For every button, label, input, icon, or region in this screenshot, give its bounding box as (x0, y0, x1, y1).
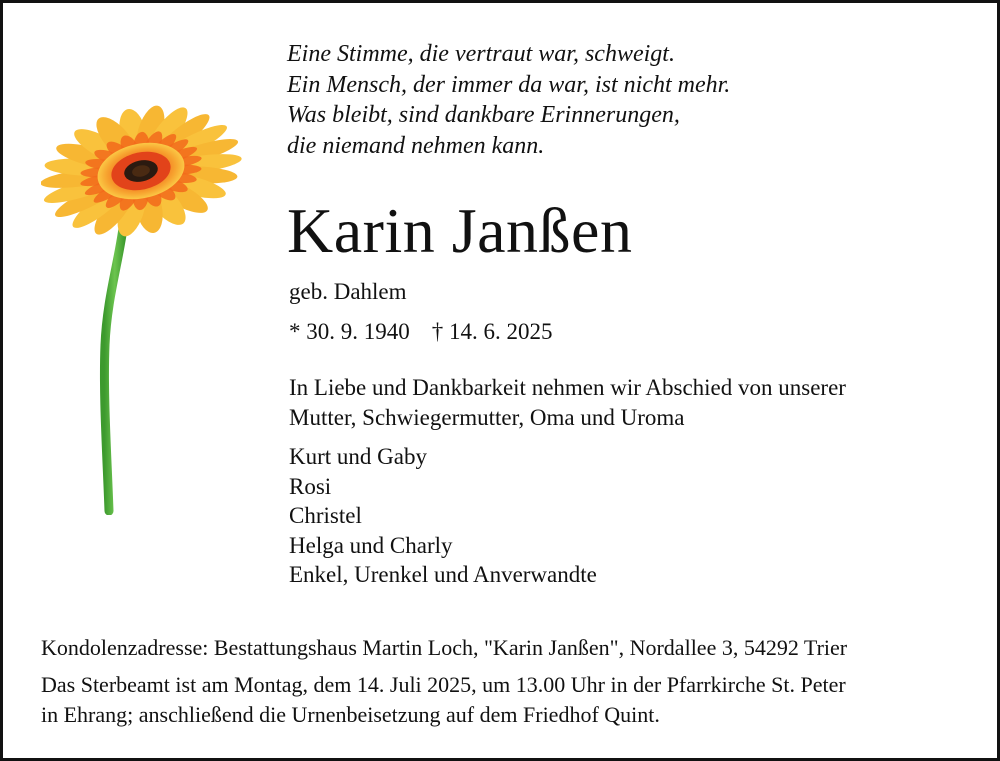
mourner-item: Christel (289, 503, 362, 528)
life-dates (289, 317, 553, 347)
farewell-line: Mutter, Schwiegermutter, Oma und Uroma (289, 405, 685, 430)
mourners-list (289, 442, 597, 590)
deceased-name: Karin Janßen (287, 195, 633, 266)
flower-stem (104, 213, 125, 511)
poem-line: Ein Mensch, der immer da war, ist nicht mehr. (287, 71, 731, 98)
gerbera-flower-icon (41, 95, 245, 515)
funeral-line: Das Sterbeamt ist am Montag, dem 14. Juli 2025, um 13.00 Uhr in der Pfarrkirche St. Peter (41, 672, 846, 697)
funeral-details (41, 670, 846, 730)
memorial-poem (287, 39, 730, 161)
mourner-item: Helga und Charly (289, 532, 453, 558)
mourner-item: Kurt und Gaby (289, 444, 427, 469)
poem-line: Was bleibt, sind dankbare Erinnerungen, (287, 102, 680, 128)
funeral-line: in Ehrang; anschließend die Urnenbeisetzung auf dem Friedhof Quint. (41, 702, 660, 727)
poem-line: Eine Stimme, die vertraut war, schweigt. (287, 41, 675, 67)
poem-line: die niemand nehmen kann. (287, 132, 545, 159)
farewell-line: In Liebe und Dankbarkeit nehmen wir Abschied von unserer (289, 375, 846, 400)
birth-name: geb. Dahlem (289, 279, 407, 304)
mourner-item: Enkel, Urenkel und Anverwandte (289, 562, 597, 587)
farewell-text (289, 373, 846, 433)
birth-date: * 30. 9. 1940 (289, 319, 410, 344)
mourner-item: Rosi (289, 473, 332, 499)
condolence-address: Kondolenzadresse: Bestattungshaus Martin Loch, "Karin Janßen", Nordallee 3, 54292 Trier (41, 635, 848, 660)
death-date: † 14. 6. 2025 (431, 319, 553, 344)
